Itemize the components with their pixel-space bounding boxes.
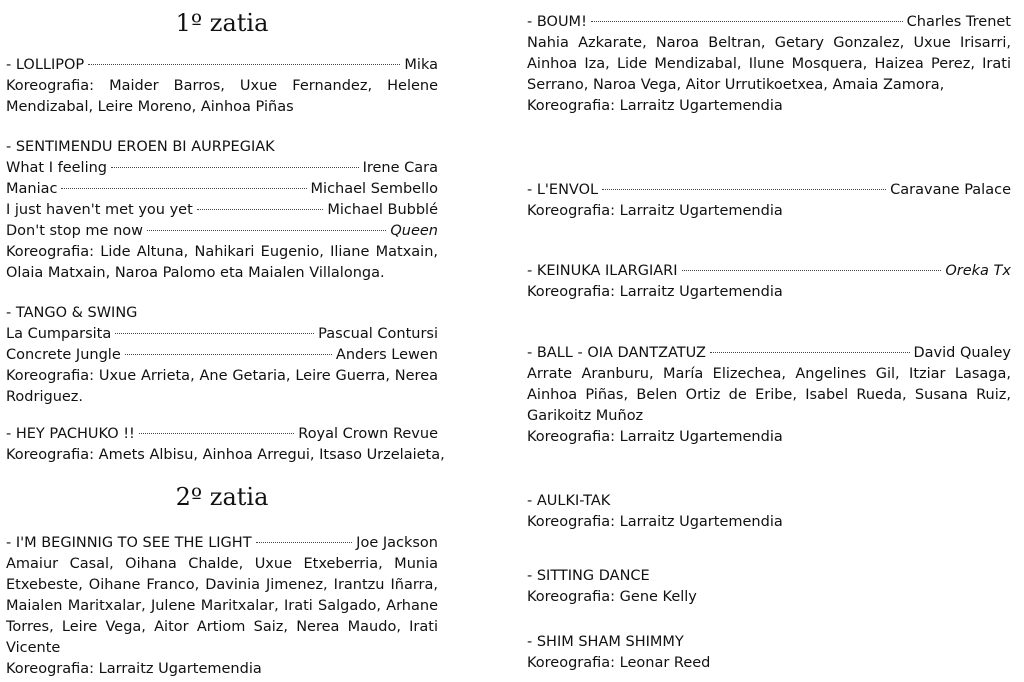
- track-artist: Caravane Palace: [890, 182, 1011, 198]
- track-artist: Oreka Tx: [945, 263, 1011, 279]
- dot-leader: [197, 209, 324, 210]
- part2-title: 2º zatia: [175, 483, 269, 511]
- track-artist: Queen: [390, 223, 438, 239]
- section-header: - TANGO & SWING: [6, 305, 138, 321]
- dot-leader: [591, 21, 903, 22]
- track-title: - HEY PACHUKO !!: [6, 426, 135, 442]
- section-lollipop: [6, 55, 438, 118]
- choreography-credit: Koreografia: Gene Kelly: [527, 589, 697, 605]
- dancers-list: Amaiur Casal, Oihana Chalde, Uxue Etxeberria, Munia Etxebeste, Oihane Franco, Davinia Jimenez, Irantzu Iñarra, Maialen Maritxalar, Julene Maritxalar, Irati Salgado, Arhane Torres, Leire Vega, Aitor Artiom Saiz, Nerea Maudo, Irati Vicente: [6, 556, 438, 656]
- track-artist: Joe Jackson: [356, 535, 438, 551]
- dot-leader: [139, 433, 294, 434]
- section-keinuka: [527, 261, 1011, 303]
- section-header: - SENTIMENDU EROEN BI AURPEGIAK: [6, 139, 275, 155]
- track-title: What I feeling: [6, 160, 107, 176]
- dot-leader: [256, 542, 353, 543]
- track-artist: Michael Bubblé: [327, 202, 438, 218]
- section-boum: [527, 12, 1011, 117]
- track-artist: Michael Sembello: [310, 181, 438, 197]
- dot-leader: [88, 64, 400, 65]
- track-title: - KEINUKA ILARGIARI: [527, 263, 678, 279]
- track-artist: Charles Trenet: [906, 14, 1011, 30]
- track-row: [6, 179, 438, 200]
- track-title: - BOUM!: [527, 14, 587, 30]
- track-artist: Anders Lewen: [335, 347, 438, 363]
- track-row: [527, 343, 1011, 364]
- dot-leader: [710, 352, 910, 353]
- dot-leader: [682, 270, 942, 271]
- dot-leader: [147, 230, 386, 231]
- dancers-list: Nahia Azkarate, Naroa Beltran, Getary Gonzalez, Uxue Irisarri, Ainhoa Iza, Lide Mendizabal, Ilune Mosquera, Haizea Perez, Irati Serrano, Naroa Vega, Aitor Urrutikoetxea, Amaia Zamora,: [527, 35, 1011, 93]
- dot-leader: [61, 188, 306, 189]
- track-title: - L'ENVOL: [527, 182, 599, 198]
- dot-leader: [602, 189, 886, 190]
- section-beginnig: [6, 533, 438, 680]
- track-row: [527, 180, 1011, 201]
- part1-title: 1º zatia: [175, 9, 269, 37]
- track-title: - LOLLIPOP: [6, 57, 85, 73]
- track-row: [527, 12, 1011, 33]
- choreography-credit: Koreografia: Larraitz Ugartemendia: [527, 429, 783, 445]
- choreography-credit: Koreografia: Amets Albisu, Ainhoa Arregui, Itsaso Urzelaieta,: [6, 447, 445, 463]
- track-title: - I'M BEGINNIG TO SEE THE LIGHT: [6, 535, 252, 551]
- section-shim-sham-shimmy: [527, 632, 1011, 674]
- dot-leader: [111, 167, 359, 168]
- track-row: [6, 533, 438, 554]
- track-row: [6, 158, 438, 179]
- track-title: La Cumparsita: [6, 326, 112, 342]
- section-lenvol: [527, 180, 1011, 222]
- choreography-credit: Koreografia: Lide Altuna, Nahikari Eugenio, Iliane Matxain, Olaia Matxain, Naroa Palomo eta Maialen Villalonga.: [6, 244, 438, 281]
- section-header: - SHIM SHAM SHIMMY: [527, 634, 684, 650]
- track-row: [6, 221, 438, 242]
- track-artist: Irene Cara: [362, 160, 438, 176]
- choreography-credit: Koreografia: Larraitz Ugartemendia: [527, 284, 783, 300]
- choreography-credit: Koreografia: Larraitz Ugartemendia: [527, 203, 783, 219]
- section-tango-swing: [6, 303, 438, 408]
- track-title: I just haven't met you yet: [6, 202, 193, 218]
- choreography-credit: Koreografia: Uxue Arrieta, Ane Getaria, Leire Guerra, Nerea Rodriguez.: [6, 368, 438, 405]
- track-row: [6, 200, 438, 221]
- section-sentimendu: [6, 137, 438, 284]
- section-aulki-tak: [527, 491, 1011, 533]
- track-row: [6, 345, 438, 366]
- track-artist: Pascual Contursi: [318, 326, 438, 342]
- section-ball: [527, 343, 1011, 448]
- track-artist: David Qualey: [913, 345, 1011, 361]
- track-row: [6, 324, 438, 345]
- choreography-credit: Koreografia: Maider Barros, Uxue Fernandez, Helene Mendizabal, Leire Moreno, Ainhoa Piñas: [6, 78, 438, 115]
- track-artist: Royal Crown Revue: [298, 426, 438, 442]
- track-title: - BALL - OIA DANTZATUZ: [527, 345, 706, 361]
- dot-leader: [115, 333, 314, 334]
- dancers-list: Arrate Aranburu, María Elizechea, Angelines Gil, Itziar Lasaga, Ainhoa Piñas, Belen Ortiz de Eribe, Isabel Rueda, Susana Ruiz, Garikoitz Muñoz: [527, 366, 1011, 424]
- track-title: Maniac: [6, 181, 58, 197]
- track-title: Concrete Jungle: [6, 347, 121, 363]
- section-header: - SITTING DANCE: [527, 568, 650, 584]
- section-hey-pachuko: [6, 424, 445, 466]
- track-row: [527, 261, 1011, 282]
- dot-leader: [125, 354, 332, 355]
- choreography-credit: Koreografia: Larraitz Ugartemendia: [527, 98, 783, 114]
- track-row: [6, 424, 438, 445]
- track-lollipop: [6, 55, 438, 76]
- section-header: - AULKI-TAK: [527, 493, 611, 509]
- track-artist: Mika: [404, 57, 438, 73]
- choreography-credit: Koreografia: Leonar Reed: [527, 655, 711, 671]
- choreography-credit: Koreografia: Larraitz Ugartemendia: [6, 661, 262, 677]
- section-sitting-dance: [527, 566, 1011, 608]
- track-title: Don't stop me now: [6, 223, 144, 239]
- choreography-credit: Koreografia: Larraitz Ugartemendia: [527, 514, 783, 530]
